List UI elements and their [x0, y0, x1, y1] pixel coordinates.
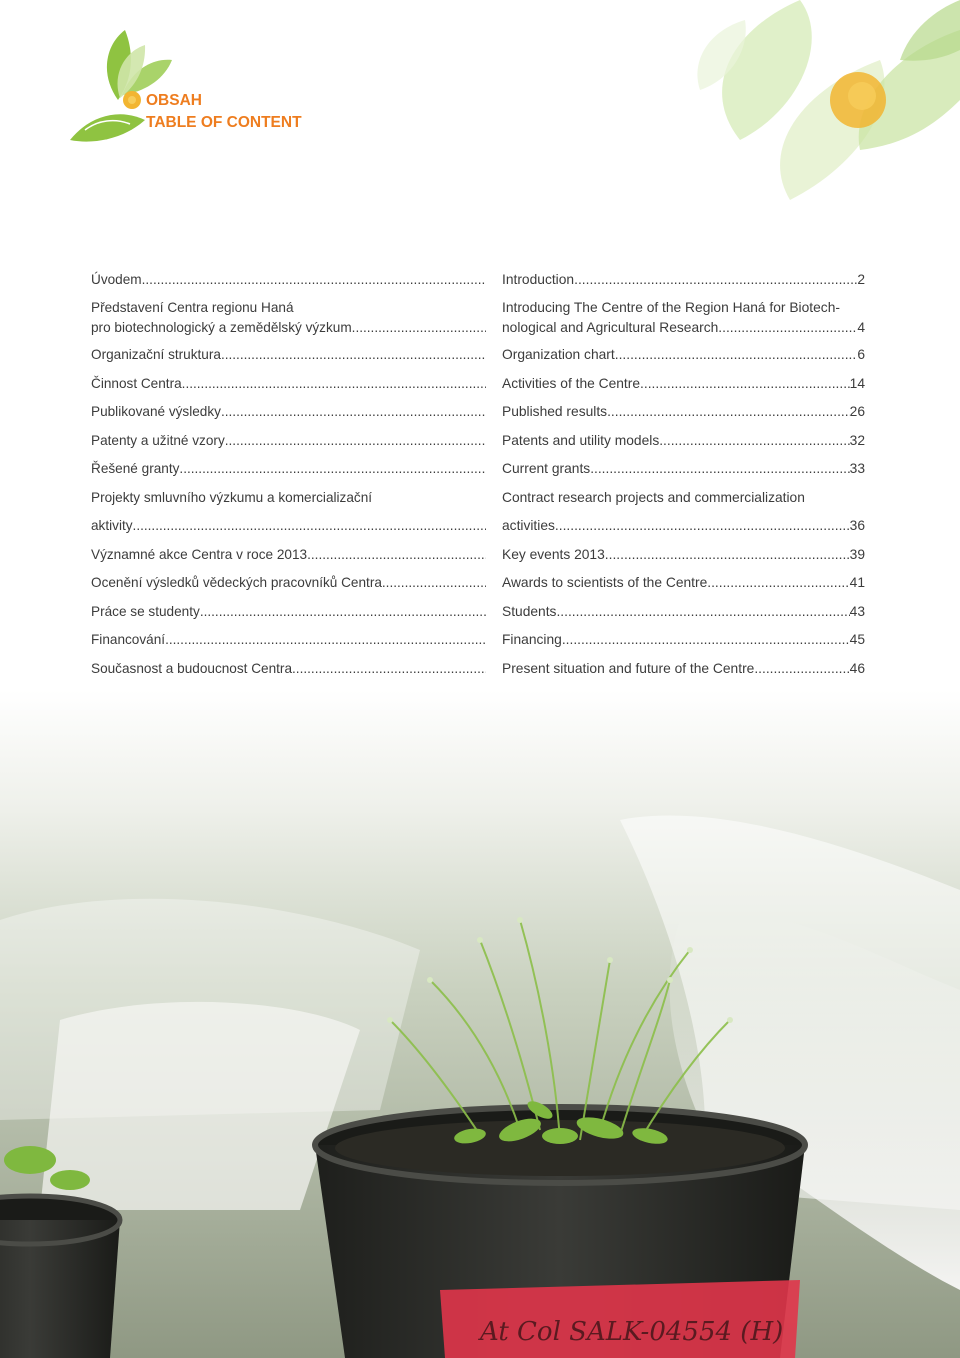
pot-label-text: At Col SALK-04554 (H) — [480, 1317, 784, 1347]
toc-entry-oceneni[interactable]: Ocenění výsledků vědeckých pracovníků Centra ..... — [91, 573, 486, 593]
toc-entry-soucasnost[interactable]: Současnost a budoucnost Centra ..... — [91, 659, 486, 679]
page-number: 46 — [849, 661, 865, 676]
page-number: 14 — [849, 376, 865, 391]
toc-entry-publikovane-vysledky[interactable]: Publikované výsledky ..... — [91, 402, 486, 422]
page-number: 32 — [849, 433, 865, 448]
toc-entry-current-grants[interactable]: Current grants ..... 33 — [502, 459, 865, 479]
toc-entry-resene-granty[interactable]: Řešené granty ..... — [91, 459, 486, 479]
toc-entry-contract-research-cont[interactable]: activities ..... 36 — [502, 516, 865, 536]
page-number: 26 — [849, 404, 865, 419]
toc-entry-vyznamne-akce[interactable]: Významné akce Centra v roce 2013 ..... — [91, 545, 486, 565]
toc-entry-patenty[interactable]: Patenty a užitné vzory ..... — [91, 431, 486, 451]
toc-entry-published-results[interactable]: Published results ..... 26 — [502, 402, 865, 422]
toc-entry-prace-se-studenty[interactable]: Práce se studenty ..... — [91, 602, 486, 622]
toc-entry-activities[interactable]: Activities of the Centre ..... 14 — [502, 374, 865, 394]
toc-entry-introduction[interactable]: Introduction ..... 2 — [502, 270, 865, 290]
heading-cz: OBSAH — [146, 92, 202, 109]
toc-entry-awards[interactable]: Awards to scientists of the Centre ..... 41 — [502, 573, 865, 593]
page-number: 39 — [849, 547, 865, 562]
toc-entry-cinnost-centra[interactable]: Činnost Centra ..... — [91, 374, 486, 394]
page-number: 41 — [849, 575, 865, 590]
toc-entry-organization-chart[interactable]: Organization chart ..... 6 — [502, 345, 865, 365]
toc-entry-introducing-centre[interactable]: Introducing The Centre of the Region Haná for Biotech- nological and Agricultural Research ..... 4 — [502, 298, 865, 338]
toc-entry-key-events[interactable]: Key events 2013 ..... 39 — [502, 545, 865, 565]
heading-en: TABLE OF CONTENT — [146, 114, 302, 131]
toc-entry-predstaveni[interactable]: Představení Centra regionu Haná pro biotechnologický a zemědělský výzkum ..... — [91, 298, 486, 338]
toc-entry-students[interactable]: Students ..... 43 — [502, 602, 865, 622]
plant-photo — [0, 690, 960, 1358]
toc-entry-financing[interactable]: Financing ..... 45 — [502, 630, 865, 650]
toc-heading — [146, 90, 302, 134]
toc-entry-projekty-cont[interactable]: aktivity ..... — [91, 516, 486, 536]
page-number: 4 — [857, 320, 865, 335]
page-number: 33 — [849, 461, 865, 476]
toc-entry-financovani[interactable]: Financování ..... — [91, 630, 486, 650]
toc-entry-projekty[interactable]: Projekty smluvního výzkumu a komercializační — [91, 490, 373, 505]
page-number: 36 — [849, 518, 865, 533]
toc-entry-uvodem[interactable]: Úvodem ..... — [91, 270, 486, 290]
page-number: 2 — [857, 272, 865, 287]
toc-entry-present-situation[interactable]: Present situation and future of the Centre ..... 46 — [502, 659, 865, 679]
toc-entry-organizacni-struktura[interactable]: Organizační struktura ..... — [91, 345, 486, 365]
page-number: 6 — [857, 347, 865, 362]
page-number: 43 — [849, 604, 865, 619]
toc-entry-contract-research[interactable]: Contract research projects and commercialization — [502, 490, 805, 505]
toc-entry-patents[interactable]: Patents and utility models ..... 32 — [502, 431, 865, 451]
page-number: 45 — [849, 632, 865, 647]
